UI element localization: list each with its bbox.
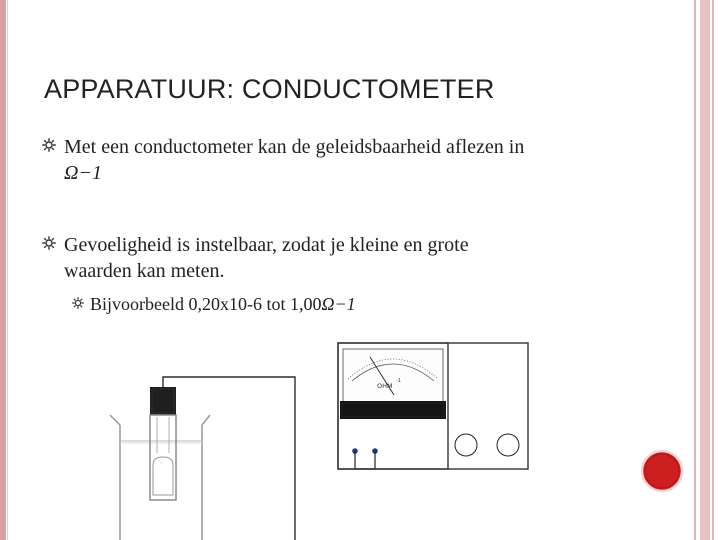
- bullet-sun-icon: [42, 236, 56, 250]
- knob-icon: [455, 434, 477, 456]
- right-border: [700, 0, 710, 540]
- left-border: [0, 0, 6, 540]
- decorative-circle: [640, 449, 684, 493]
- cable: [163, 377, 295, 540]
- bullet-line: waarden kan meten.: [64, 260, 225, 282]
- range-selector-panel: [340, 401, 446, 419]
- sub-bullet-line: Bijvoorbeeld 0,20x10-6 tot 1,00: [90, 294, 322, 314]
- bullet-line: Met een conductometer kan de geleidsbaarheid aflezen in: [64, 136, 525, 158]
- unit-symbol: Ω−1: [64, 162, 102, 184]
- bullet-text: [64, 134, 524, 186]
- right-border-line: [712, 0, 714, 540]
- knob-icon: [497, 434, 519, 456]
- svg-text:◦: ◦: [160, 460, 164, 467]
- bullet-item: [42, 232, 642, 288]
- right-border-line: [694, 0, 696, 540]
- conductometer-device: [338, 343, 519, 469]
- sub-bullet-item: [72, 292, 572, 318]
- slide-title: APPARATUUR: CONDUCTOMETER: [44, 74, 495, 104]
- left-border-line: [7, 0, 8, 540]
- meter-scale-label: OHM: [377, 382, 393, 390]
- bullet-line: Gevoeligheid is instelbaar, zodat je kleine en grote: [64, 234, 469, 256]
- bullet-text: [64, 232, 469, 284]
- bullet-item: [42, 134, 642, 190]
- meter-scale-exponent: -1: [396, 378, 401, 384]
- sub-bullet-text: [90, 292, 356, 316]
- bullet-sun-icon: [72, 297, 84, 309]
- bullet-sun-icon: [42, 138, 56, 152]
- conductometer-illustration: [100, 335, 580, 540]
- unit-symbol: Ω−1: [321, 294, 356, 314]
- beaker: [110, 415, 210, 540]
